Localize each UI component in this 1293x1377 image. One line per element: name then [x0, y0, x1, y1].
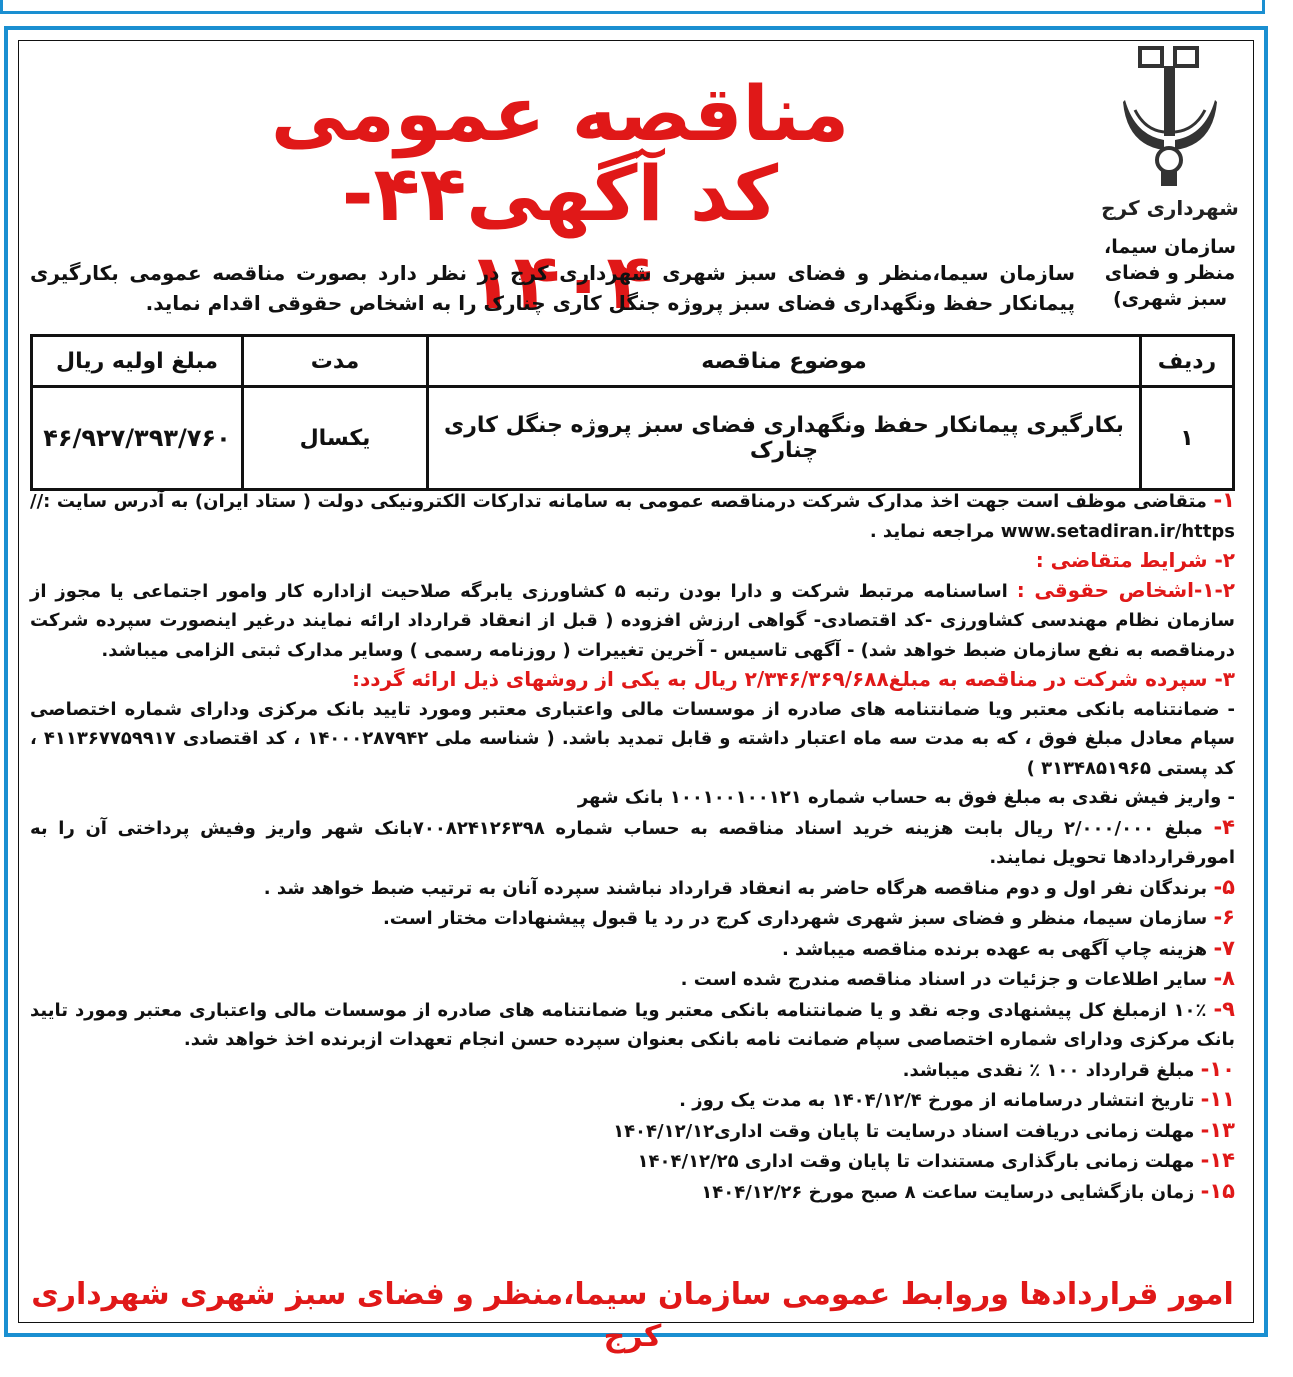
- item-text: هزینه چاپ آگهی به عهده برنده مناقصه میباشد .: [781, 938, 1208, 960]
- page-title: مناقصه عمومی: [270, 69, 850, 158]
- item-text: ۱۰٪ ازمبلغ کل پیشنهادی وجه نقد و یا ضمانتنامه بانکی معتبر ویا ضمانتنامه های صادره از موسسات مالی واعتباری معتبر ومورد تایید بانک مرکزی ودارای شماره اختصاصی سپام ضمانت نامه بانکی بعنوان سپرده حسن انجام تعهدات ازبرنده اخذ خواهد شد.: [30, 999, 1235, 1050]
- item-number: ۱۳-: [1200, 1117, 1235, 1142]
- item-number: ۵-: [1213, 874, 1235, 899]
- item-text: سازمان سیما، منظر و فضای سبز شهری شهرداری کرج در رد یا قبول پیشنهادات مختار است.: [382, 908, 1208, 929]
- item-text: برندگان نفر اول و دوم مناقصه هرگاه حاضر به انعقاد قرارداد نباشند سپرده آنان به ترتیب ضبط خواهد شد .: [263, 877, 1208, 899]
- item-number: ۱۵-: [1200, 1178, 1235, 1203]
- list-item: - واریز فیش نقدی به مبلغ فوق به حساب شماره ۱۰۰۱۰۰۱۰۰۱۲۱ بانک شهر: [577, 787, 1235, 808]
- list-item: [30, 486, 1235, 546]
- list-item: [30, 964, 1235, 995]
- cell-duration: یکسال: [243, 387, 428, 490]
- item-number: ۱۴-: [1200, 1148, 1235, 1172]
- list-item: [30, 1116, 1235, 1147]
- item-text: مبلغ قرارداد ۱۰۰ ٪ نقدی میباشد.: [902, 1059, 1195, 1081]
- list-item: [30, 903, 1235, 934]
- item-number: ۹-: [1213, 996, 1235, 1021]
- karaj-emblem-icon: [1115, 40, 1225, 190]
- logo: [1100, 40, 1240, 310]
- list-item: [30, 576, 1235, 666]
- cell-initial-amount: ۴۶/۹۲۷/۳۹۳/۷۶۰: [32, 387, 243, 490]
- list-item: [30, 873, 1235, 904]
- list-item: [30, 1055, 1235, 1086]
- item-text: متقاضی موظف است جهت اخذ مدارک شرکت درمناقصه عمومی به سامانه تدارکات الکترونیکی دولت ( ستاد ایران) به آدرس سایت :// www.setadiran.ir/https مراجعه نماید .: [30, 491, 1235, 542]
- section-heading: ۳- سپرده شرکت در مناقصه به مبلغ۲/۳۴۶/۳۶۹/۶۸۸ ریال به یکی از روشهای ذیل ارائه گردد:: [351, 667, 1235, 691]
- list-item: [30, 1177, 1235, 1208]
- item-text: سایر اطلاعات و جزئیات در اسناد مناقصه مندرج شده است .: [680, 969, 1208, 990]
- table-row: [32, 387, 1234, 490]
- table-header-row: [32, 336, 1234, 387]
- ad-code: کد آگهی۴۴- ۱۴۰۴: [341, 149, 779, 326]
- item-number: ۱۱-: [1200, 1087, 1235, 1111]
- item-text: زمان بازگشایی درسایت ساعت ۸ صبح مورخ ۱۴۰۴/۱۲/۲۶: [701, 1181, 1195, 1203]
- top-border: [0, 0, 1265, 14]
- conditions-list: [30, 486, 1235, 1207]
- item-text: مهلت زمانی دریافت اسناد درسایت تا پایان وقت اداری۱۴۰۴/۱۲/۱۲: [613, 1120, 1195, 1142]
- footer-signature: امور قراردادها وروابط عمومی سازمان سیما،منظر و فضای سبز شهری شهرداری کرج: [31, 1277, 1234, 1354]
- item-text: اساسنامه مرتبط شرکت و دارا بودن رتبه ۵ کشاورزی یابرگه صلاحیت ازاداره کار وامور اجتماعی یا مجوز از سازمان نظام مهندسی کشاورزی -کد اقتصادی- گواهی ارزش افزوده ( قبل از انعقاد قرارداد ارائه نمایند درغیر اینصورت سپرده شرکت درمناقصه به نفع سازمان ضبط خواهد شد) - آگهی تاسیس - آخرین تغییرات ( روزنامه رسمی ) وسایر مدارک ثبتی الزامی میباشد.: [30, 580, 1235, 661]
- cell-subject: بکارگیری پیمانکار حفظ ونگهداری فضای سبز پروژه جنگل کاری چنارک: [428, 387, 1141, 490]
- list-item: [30, 934, 1235, 965]
- item-text: تاریخ انتشار درسامانه از مورخ ۱۴۰۴/۱۲/۴ به مدت یک روز .: [679, 1090, 1195, 1111]
- item-number: ۱۰-: [1200, 1056, 1235, 1081]
- item-number: ۴-: [1213, 814, 1235, 839]
- list-item: [30, 995, 1235, 1055]
- item-number: ۱-: [1213, 488, 1235, 512]
- item-text: مبلغ ۲/۰۰۰/۰۰۰ ریال بابت هزینه خرید اسناد مناقصه به حساب شماره ۷۰۰۸۲۴۱۲۶۳۹۸بانک شهر واریز وفیش پرداختی آن را به امورقراردادها تحویل نمایند.: [30, 817, 1235, 868]
- section-heading: ۲- شرایط متقاضی :: [1035, 548, 1235, 572]
- item-number: ۸-: [1213, 966, 1235, 990]
- item-number: ۷-: [1213, 935, 1235, 960]
- list-item: [30, 1085, 1235, 1116]
- list-item: [30, 813, 1235, 873]
- tender-table: [30, 334, 1235, 491]
- list-item: [30, 1146, 1235, 1177]
- item-text: مهلت زمانی بارگذاری مستندات تا پایان وقت اداری ۱۴۰۴/۱۲/۲۵: [637, 1151, 1195, 1172]
- logo-name: شهرداری کرج: [1101, 196, 1239, 220]
- list-item: - ضمانتنامه بانکی معتبر ویا ضمانتنامه های صادره از موسسات مالی واعتباری معتبر ومورد تایید بانک مرکزی ودارای شماره اختصاصی سپام معادل مبلغ فوق ، که به مدت سه ماه اعتبار داشته و قابل تمدید باشد. ( شناسه ملی ۱۴۰۰۰۲۸۷۹۴۲ ، کد اقتصادی ۴۱۱۳۶۷۷۵۹۹۱۷ ، کد پستی ۳۱۳۴۸۵۱۹۶۵ ): [30, 698, 1235, 779]
- col-header-duration: مدت: [243, 336, 428, 387]
- item-label: ۱-۲-اشخاص حقوقی :: [1016, 577, 1235, 602]
- col-header-row-number: ردیف: [1141, 336, 1234, 387]
- cell-row-number: ۱: [1141, 387, 1234, 490]
- item-number: ۶-: [1213, 905, 1235, 929]
- col-header-initial-amount: مبلغ اولیه ریال: [32, 336, 243, 387]
- col-header-subject: موضوع مناقصه: [428, 336, 1141, 387]
- intro-text: سازمان سیما،منظر و فضای سبز شهری شهرداری کرج در نظر دارد بصورت مناقصه عمومی بکارگیری پیمانکار حفظ ونگهداری فضای سبز پروژه جنگل کاری چنارک را به اشخاص حقوقی اقدام نماید.: [30, 261, 1075, 315]
- logo-org: سازمان سیما، منظر و فضای سبز شهری): [1103, 236, 1237, 310]
